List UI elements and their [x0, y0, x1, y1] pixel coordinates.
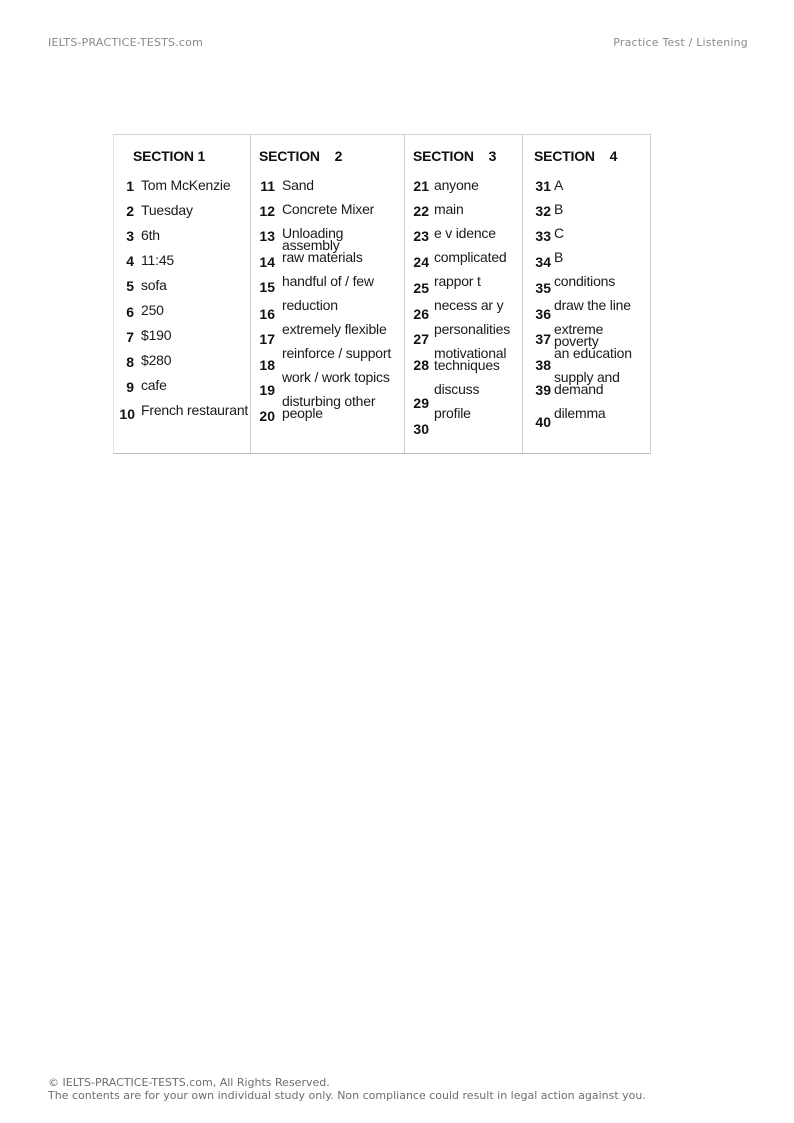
question-number: 10 [119, 406, 135, 422]
answer-text: main [434, 201, 464, 217]
section-1-column [114, 135, 250, 453]
answer-text: supply and demand [554, 369, 620, 397]
answer-text: anyone [434, 177, 479, 193]
question-number: 11 [260, 178, 275, 194]
answer-text: necess ar y [434, 297, 504, 313]
question-number: 3 [126, 228, 134, 244]
answer-text: dilemma [554, 405, 606, 421]
answer-text: disturbing other people [282, 393, 376, 421]
question-number: 33 [535, 228, 551, 244]
answer-text: extremely flexible [282, 321, 387, 337]
question-number: 16 [259, 306, 275, 322]
question-number: 22 [413, 203, 429, 219]
question-number: 40 [535, 414, 551, 430]
question-number: 17 [259, 331, 275, 347]
question-number: 2 [126, 203, 134, 219]
question-number: 20 [259, 408, 275, 424]
section-title: SECTION 3 [413, 148, 497, 164]
answer-text: reduction [282, 297, 338, 313]
question-number: 31 [535, 178, 551, 194]
question-number: 23 [413, 228, 429, 244]
answer-text: B [554, 249, 564, 265]
answer-text: draw the line [554, 297, 631, 313]
question-number: 4 [126, 253, 134, 269]
answer-text: 250 [141, 302, 164, 318]
answer-text: e v idence [434, 225, 496, 241]
answer-text: $280 [141, 352, 172, 368]
answer-text: reinforce / support [282, 345, 392, 361]
answer-key-table [113, 134, 651, 454]
question-number: 37 [535, 331, 551, 347]
question-number: 29 [413, 395, 429, 411]
question-number: 14 [259, 254, 275, 270]
answer-text: an education [554, 345, 632, 361]
answer-text: C [554, 225, 564, 241]
answer-text: motivational techniques [434, 345, 507, 373]
copyright-text: © IELTS-PRACTICE-TESTS.com, All Rights Reserved. [48, 1076, 330, 1089]
question-number: 34 [535, 254, 551, 270]
question-number: 1 [126, 178, 134, 194]
answer-text: Tuesday [141, 202, 193, 218]
section-2-column [251, 135, 404, 453]
question-number: 25 [413, 280, 429, 296]
section-title: SECTION 4 [534, 148, 618, 164]
answer-text: raw materials [282, 249, 363, 265]
question-number: 27 [413, 331, 429, 347]
question-number: 26 [413, 306, 429, 322]
answer-text: discuss [434, 381, 480, 397]
answer-text: Concrete Mixer [282, 201, 375, 217]
site-name: IELTS-PRACTICE-TESTS.com [48, 36, 204, 49]
question-number: 13 [259, 228, 275, 244]
section-4-column [523, 135, 651, 453]
question-number: 19 [259, 382, 275, 398]
answer-text: personalities [434, 321, 510, 337]
question-number: 38 [535, 357, 551, 373]
question-number: 15 [259, 279, 275, 295]
answer-text: conditions [554, 273, 616, 289]
question-number: 30 [413, 421, 429, 437]
question-number: 12 [259, 203, 275, 219]
answer-text: French restaurant [141, 402, 249, 418]
question-number: 36 [535, 306, 551, 322]
answer-text: sofa [141, 277, 167, 293]
question-number: 21 [413, 178, 429, 194]
answer-text: rappor t [434, 273, 481, 289]
question-number: 5 [126, 278, 134, 294]
question-number: 8 [126, 354, 134, 370]
page-section-label: Practice Test / Listening [613, 36, 748, 49]
page-footer [48, 1076, 646, 1102]
answer-text: Unloading assembly [282, 225, 344, 253]
answer-text: handful of / few [282, 273, 374, 289]
answer-text: $190 [141, 327, 172, 343]
section-3-column [405, 135, 522, 453]
question-number: 35 [535, 280, 551, 296]
section-title: SECTION 1 [133, 148, 206, 164]
answer-text: Sand [282, 177, 314, 193]
question-number: 6 [126, 304, 134, 320]
question-number: 24 [413, 254, 429, 270]
answer-text: Tom McKenzie [141, 177, 231, 193]
answer-text: A [554, 177, 564, 193]
question-number: 7 [126, 329, 134, 345]
question-number: 18 [259, 357, 275, 373]
answer-text: cafe [141, 377, 167, 393]
answer-text: work / work topics [282, 369, 390, 385]
answer-text: 11:45 [141, 252, 174, 268]
answer-text: 6th [141, 227, 160, 243]
answer-text: B [554, 201, 564, 217]
question-number: 9 [126, 379, 134, 395]
answer-text: profile [434, 405, 471, 421]
answer-text: complicated [434, 249, 507, 265]
question-number: 32 [535, 203, 551, 219]
usage-notice: The contents are for your own individual study only. Non compliance could result in legal action against you. [48, 1089, 646, 1102]
section-title: SECTION 2 [259, 148, 343, 164]
question-number: 39 [535, 382, 551, 398]
answer-text: extreme poverty [554, 321, 604, 349]
question-number: 28 [413, 357, 429, 373]
